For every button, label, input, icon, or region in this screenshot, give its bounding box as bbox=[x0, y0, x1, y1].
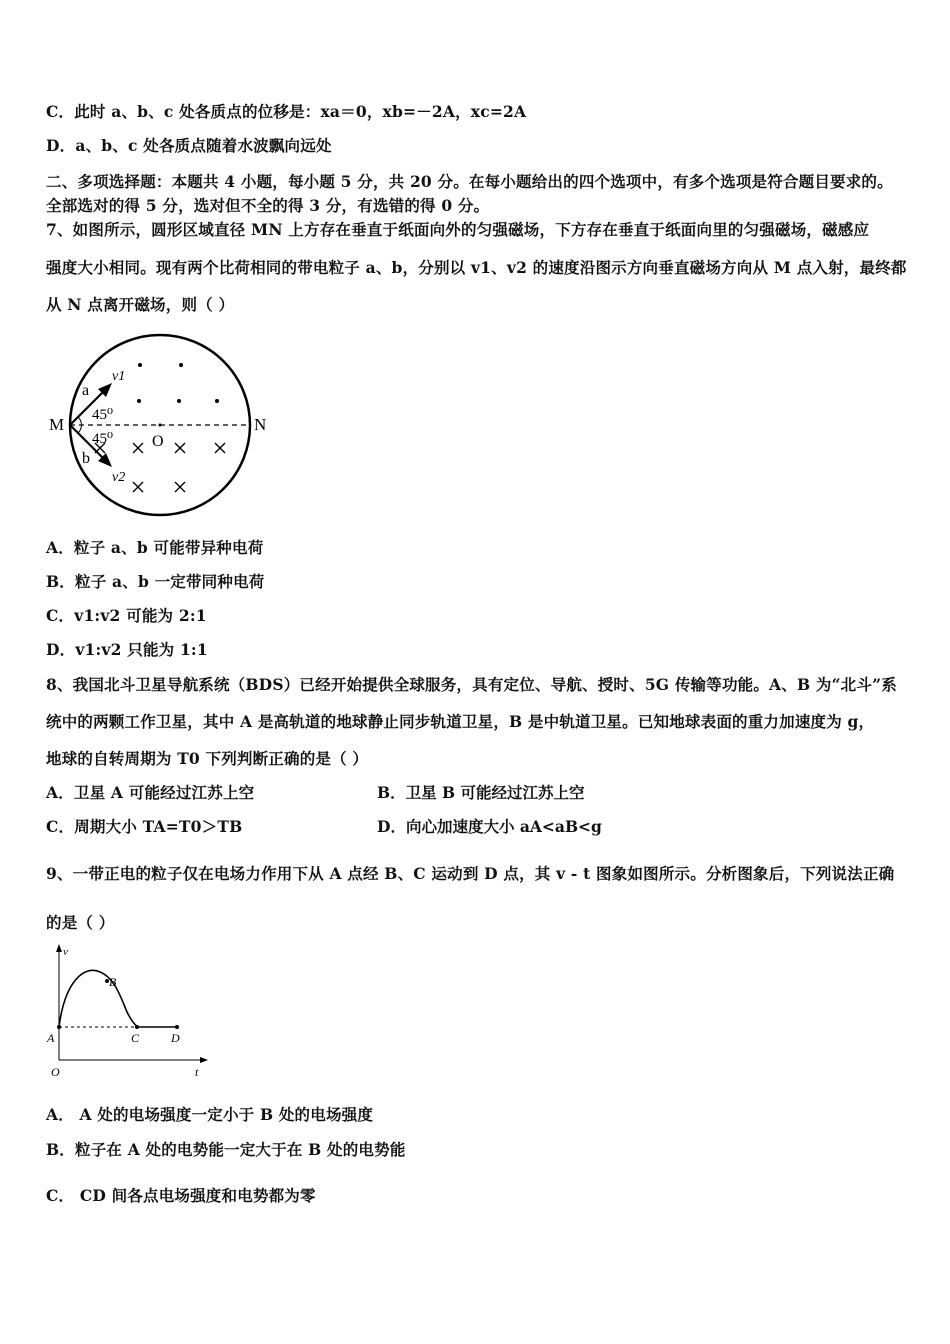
q9-option-b: B．粒子在 A 处的电势能一定大于在 B 处的电势能 bbox=[46, 1140, 406, 1159]
q8-option-b: B．卫星 B 可能经过江苏上空 bbox=[377, 783, 585, 802]
label-N: N bbox=[254, 415, 267, 434]
q8-stem-line3: 地球的自转周期为 T0 下列判断正确的是（ ） bbox=[46, 749, 369, 768]
q8-option-d: D．向心加速度大小 aA<aB<g bbox=[377, 817, 602, 836]
q7-option-d: D．v1:v2 只能为 1:1 bbox=[46, 640, 208, 659]
q8-option-c: C．周期大小 TA=T0＞TB bbox=[46, 817, 243, 836]
label-v2: v2 bbox=[112, 470, 126, 485]
label-b: b bbox=[82, 450, 90, 467]
axis-v: v bbox=[63, 946, 68, 958]
q7-magnetic-field-figure bbox=[40, 325, 280, 525]
point-B: B bbox=[109, 975, 117, 989]
q9-vt-graph bbox=[45, 940, 215, 1080]
q7-option-c: C．v1:v2 可能为 2:1 bbox=[46, 606, 207, 625]
label-M: M bbox=[49, 415, 65, 434]
q6-option-c: C．此时 a、b、c 处各质点的位移是：xa＝0，xb=－2A，xc=2A bbox=[46, 102, 527, 121]
angle-45-bottom: 45⁰ bbox=[92, 431, 114, 447]
q7-option-b: B．粒子 a、b 一定带同种电荷 bbox=[46, 572, 265, 591]
axis-t: t bbox=[195, 1065, 199, 1079]
section2-heading: 二、多项选择题：本题共 4 小题，每小题 5 分，共 20 分。在每小题给出的四个选项中，有多个选项是符合题目要求的。 bbox=[46, 172, 893, 191]
label-a: a bbox=[82, 382, 90, 399]
q9-stem-line2: 的是（ ） bbox=[46, 913, 115, 932]
angle-45-top: 45⁰ bbox=[92, 407, 114, 423]
q9-option-c: C． CD 间各点电场强度和电势都为零 bbox=[46, 1186, 316, 1205]
q7-stem-line3: 从 N 点离开磁场，则（ ） bbox=[46, 295, 235, 314]
q7-stem-line1: 7、如图所示，圆形区域直径 MN 上方存在垂直于纸面向外的匀强磁场，下方存在垂直于纸面向里的匀强磁场，磁感应 bbox=[46, 220, 870, 239]
label-O: O bbox=[152, 433, 164, 450]
q8-stem-line1: 8、我国北斗卫星导航系统（BDS）已经开始提供全球服务，具有定位、导航、授时、5G 传输等功能。A、B 为“北斗”系 bbox=[46, 675, 897, 694]
label-v1: v1 bbox=[112, 369, 126, 384]
q9-stem-line1: 9、一带正电的粒子仅在电场力作用下从 A 点经 B、C 运动到 D 点，其 v - t 图象如图所示。分析图象后，下列说法正确 bbox=[46, 864, 895, 883]
point-C: C bbox=[131, 1031, 140, 1045]
q8-option-a: A．卫星 A 可能经过江苏上空 bbox=[46, 783, 255, 802]
q8-stem-line2: 统中的两颗工作卫星，其中 A 是高轨道的地球静止同步轨道卫星，B 是中轨道卫星。已知地球表面的重力加速度为 g， bbox=[46, 712, 875, 731]
origin-O: O bbox=[51, 1065, 60, 1079]
section2-heading-cont: 全部选对的得 5 分，选对但不全的得 3 分，有选错的得 0 分。 bbox=[46, 196, 490, 215]
q7-option-a: A．粒子 a、b 可能带异种电荷 bbox=[46, 538, 264, 557]
q6-option-d: D．a、b、c 处各质点随着水波飘向远处 bbox=[46, 136, 332, 155]
point-D: D bbox=[171, 1031, 180, 1045]
q9-option-a: A． A 处的电场强度一定小于 B 处的电场强度 bbox=[46, 1105, 374, 1124]
q7-stem-line2: 强度大小相同。现有两个比荷相同的带电粒子 a、b，分别以 v1、v2 的速度沿图示方向垂直磁场方向从 M 点入射，最终都 bbox=[46, 258, 907, 277]
point-A: A bbox=[47, 1031, 55, 1045]
